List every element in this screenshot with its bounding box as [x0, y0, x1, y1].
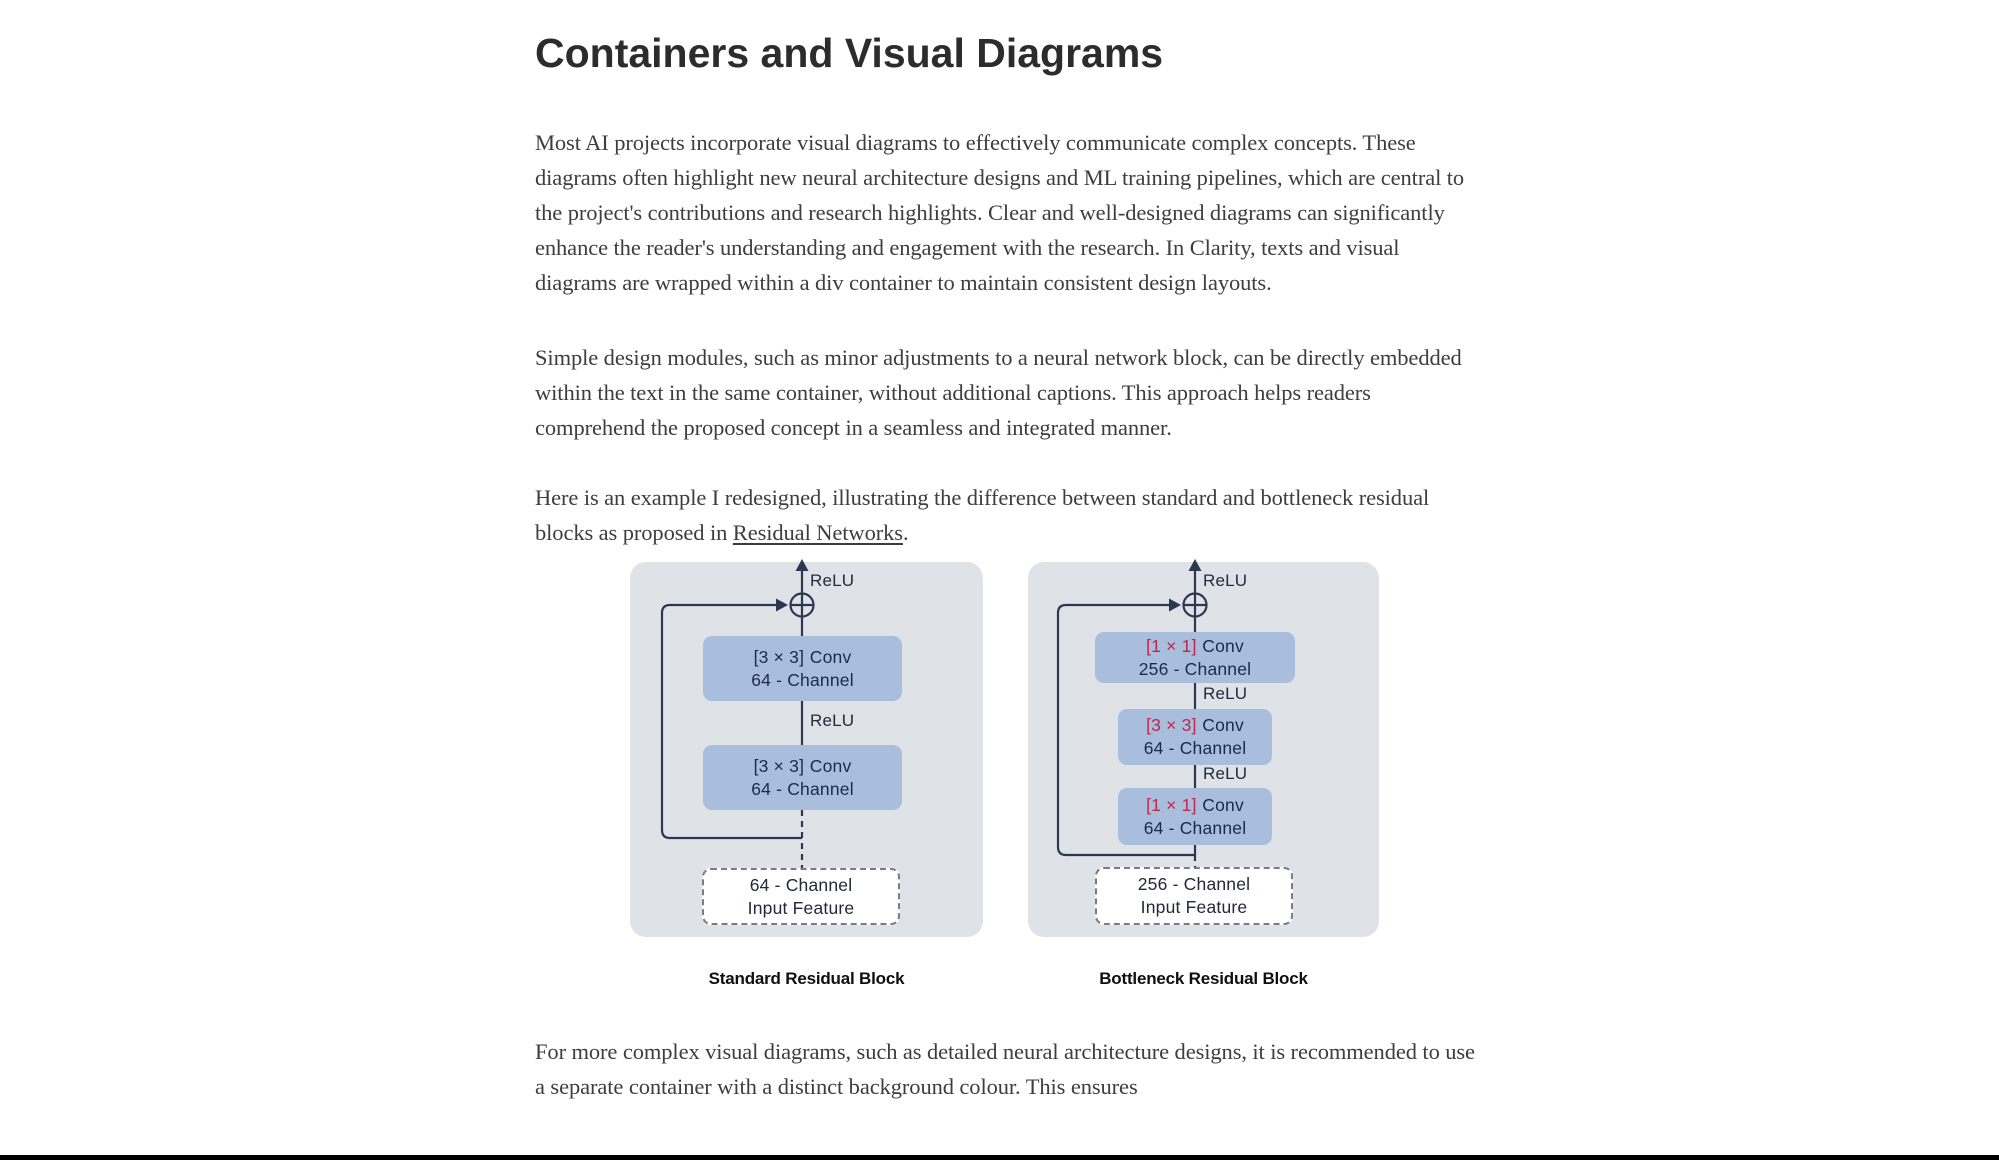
article [535, 0, 1480, 1104]
conv-box [1118, 788, 1272, 845]
paragraph-3 [535, 480, 1480, 550]
input-feature-box [702, 868, 900, 925]
conv-op: Conv [1202, 715, 1244, 735]
kernel-size: [1 × 1] [1146, 794, 1197, 815]
conv-box-line1 [1146, 635, 1244, 658]
paragraph-1: Most AI projects incorporate visual diagrams to effectively communicate complex concepts. These diagrams often highlight new neural architecture designs and ML training pipelines, which are central to the project's contributions and research highlights. Clear and well-designed diagrams can significantly enhance the reader's understanding and engagement with the research. In Clarity, texts and visual diagrams are wrapped within a div container to maintain consistent design layouts. [535, 130, 1465, 295]
kernel-size: [3 × 3] [1146, 715, 1197, 735]
relu-label: ReLU [1203, 684, 1248, 703]
input-feature-line1: 256 - Channel [1137, 874, 1251, 894]
conv-box-channels: 64 - Channel [1143, 738, 1247, 758]
output-arrowhead-icon [796, 559, 809, 571]
relu-label: ReLU [1203, 571, 1248, 590]
skip-arrowhead-icon [776, 599, 788, 612]
conv-op: Conv [1202, 635, 1244, 656]
conv-box [703, 745, 902, 810]
paragraph-3-text-after: . [902, 520, 909, 545]
skip-arrowhead-icon [1169, 599, 1181, 612]
paragraph-4: For more complex visual diagrams, such as detailed neural architecture designs, it is recommended to use a separate container with a distinct background colour. This ensures [535, 1039, 1475, 1099]
conv-box-channels: 64 - Channel [1143, 817, 1247, 838]
conv-box-line1 [1146, 714, 1244, 737]
conv-box-line1 [754, 755, 852, 778]
bottleneck-residual-block-diagram [1028, 562, 1379, 937]
viewport-cutoff-bar [0, 1155, 1999, 1160]
input-feature-line2: Input Feature [747, 897, 855, 918]
input-feature-line1: 64 - Channel [749, 874, 853, 895]
figure-caption-right: Bottleneck Residual Block [1099, 969, 1308, 988]
figure-caption-left: Standard Residual Block [708, 969, 905, 988]
page-title: Containers and Visual Diagrams [535, 30, 1164, 76]
paragraph-2: Simple design modules, such as minor adjustments to a neural network block, can be directly embedded within the text in the same container, without additional captions. This approach helps readers comprehend the proposed concept in a seamless and integrated manner. [535, 345, 1462, 440]
conv-box [1118, 709, 1272, 765]
conv-box-channels: 64 - Channel [751, 669, 854, 690]
residual-blocks-figure [630, 562, 1480, 937]
conv-box-line1 [1146, 794, 1244, 817]
conv-box [703, 636, 902, 701]
conv-box-line1 [754, 646, 852, 669]
relu-label: ReLU [1203, 764, 1248, 783]
kernel-size: [3 × 3] [753, 646, 805, 667]
conv-op: Conv [809, 646, 852, 667]
residual-networks-link[interactable]: Residual Networks [732, 520, 903, 545]
conv-box-channels: 64 - Channel [751, 778, 854, 799]
input-feature-line2: Input Feature [1140, 897, 1248, 917]
kernel-size: [3 × 3] [753, 755, 805, 776]
input-feature-box [1095, 867, 1293, 925]
conv-box [1095, 632, 1295, 683]
kernel-size: [1 × 1] [1146, 635, 1197, 656]
conv-op: Conv [809, 755, 852, 776]
standard-residual-block-diagram [630, 562, 983, 937]
relu-label: ReLU [810, 711, 855, 730]
conv-op: Conv [1202, 794, 1244, 815]
figure-captions [630, 969, 1480, 989]
paragraph-3-text-before: Here is an example I redesigned, illustrating the difference between standard and bottleneck residual blocks as proposed in [535, 485, 1430, 545]
conv-box-channels: 256 - Channel [1138, 658, 1252, 679]
output-arrowhead-icon [1189, 559, 1202, 571]
relu-label: ReLU [810, 571, 855, 590]
